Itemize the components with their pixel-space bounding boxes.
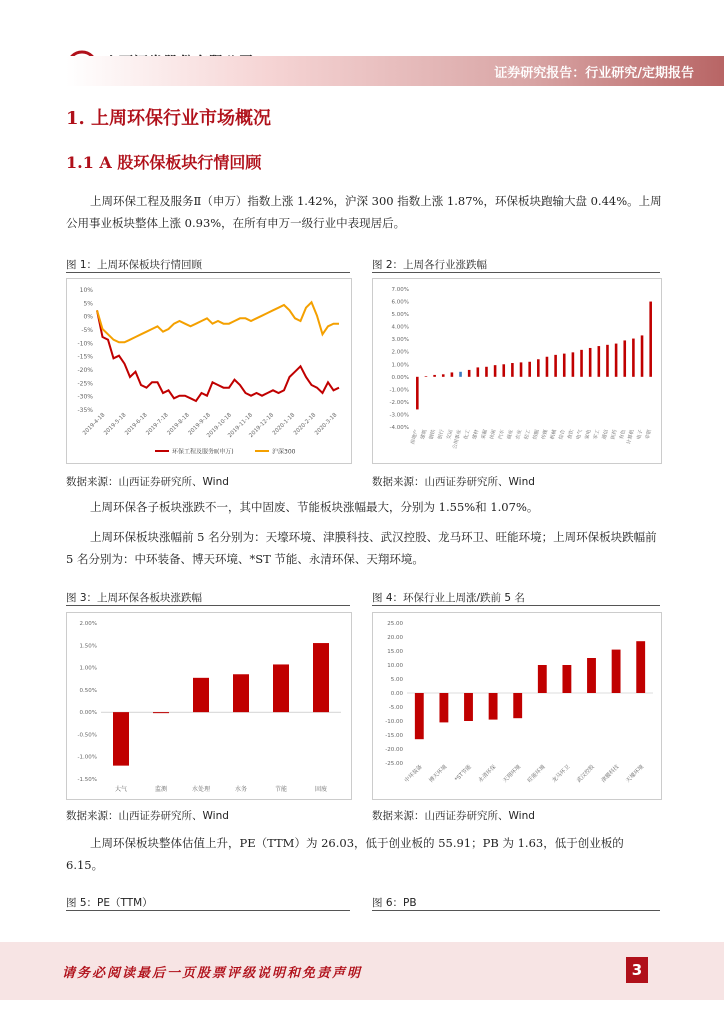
fig2-ytick-label: 3.00% [391,337,409,344]
fig1-xtick-label: 2019-6-18 [124,412,149,437]
fig1-xtick-label: 2019-8-18 [166,412,191,437]
fig3-title: 图 3：上周环保各板块涨跌幅 [66,592,203,604]
fig3-xtick-label: 固废 [314,786,328,793]
fig2-bar [520,362,523,376]
fig4-ytick-label: 5.00 [390,677,403,683]
fig2-bar [615,344,618,377]
fig4-bar [415,693,424,739]
fig2-xtick-label: 银行 [437,428,446,441]
fig3-chart [66,612,352,800]
fig3-xtick-label: 水处理 [191,786,211,793]
fig4-bar [464,693,473,721]
fig1-ytick-label: -15% [77,353,93,361]
fig2-xtick-label: 机械 [549,428,558,441]
fig2-bar [494,365,497,377]
fig4-bar [538,665,547,693]
fig2-ytick-label: -1.00% [389,387,409,394]
fig2-source: 数据来源：山西证券研究所、Wind [372,476,535,488]
fig1-legend-label: 沪深300 [272,448,296,456]
fig2-xtick-label: 交运 [445,428,455,441]
fig2-bar [425,376,428,377]
fig3-ytick-label: 2.00% [79,621,97,627]
fig2-xtick-label: 化工 [463,428,472,441]
fig1-xtick-label: 2019-7-18 [145,412,170,437]
fig1-ytick-label: -5% [81,327,93,334]
fig2-ytick-label: -3.00% [389,412,409,419]
fig2-ytick-label: -2.00% [389,399,409,406]
fig3-ytick-label: -1.50% [77,777,97,783]
fig2-ytick-label: 2.00% [391,349,409,356]
fig4-ytick-label: -25.00 [385,761,403,767]
report-type: 证券研究报告：行业研究/定期报告 [494,66,694,81]
fig2-xtick-label: 采掘 [480,428,489,441]
fig3-ytick-label: 1.50% [79,643,97,650]
fig1-ytick-label: -30% [77,393,93,401]
fig2-bar [598,346,601,377]
fig3-title-rule [66,605,350,606]
fig2-bar [623,340,626,376]
fig1-title-rule [66,272,350,273]
fig6-title-rule [372,910,660,911]
fig4-xtick-label: *ST节能 [454,764,473,783]
fig3-bar [193,678,209,712]
fig2-xtick-label: 通信 [601,428,610,441]
fig2-xtick-label: 钢铁 [428,428,437,441]
fig4-bar [439,693,448,722]
fig1-legend-label: 环保工程及服务Ⅱ(申万) [172,448,234,456]
fig4-xtick-label: 津膜科技 [600,764,621,784]
fig3-ytick-label: 0.00% [79,710,97,717]
fig2-xtick-label: 有色 [618,428,628,441]
fig3-ytick-label: 1.00% [79,665,97,672]
fig4-title: 图 4：环保行业上周涨/跌前 5 名 [372,592,525,604]
fig2-xtick-label: 纺服 [532,428,541,441]
fig4-xtick-label: 博天环境 [428,764,449,784]
fig1-series-line-1 [97,302,339,342]
fig2-bar [580,350,583,377]
fig4-bar [489,693,498,720]
fig2-bar [606,345,609,377]
fig4-bar [612,650,621,693]
paragraph-3: 上周环保板块涨幅前 5 名分别为：天壕环境、津膜科技、武汉控股、龙马环卫、旺能环境；上周环保板块跌幅前 5 名分别为：中环装备、博天环境、*ST 节能、永清环保、天翔环境。 [66,530,657,566]
fig3-ytick-label: -1.00% [77,754,97,761]
fig2-bar [468,370,471,377]
fig1-xtick-label: 2019-9-18 [187,412,212,437]
fig1-ytick-label: 5% [83,300,93,308]
fig2-xtick-label: 建筑 [419,428,429,441]
fig5-title-rule [66,910,350,911]
fig2-ytick-label: 6.00% [391,299,409,306]
fig2-bar [641,335,644,376]
fig2-bar [477,367,480,376]
fig1-ytick-label: -35% [77,407,93,414]
fig2-xtick-label: 综合 [558,428,567,441]
fig2-bar [649,302,652,377]
fig2-xtick-label: 电气 [575,428,584,441]
fig2-xtick-label: 商业 [506,428,515,441]
fig2-bar [546,357,549,377]
fig2-ytick-label: 4.00% [391,324,409,331]
fig2-bar [459,372,462,377]
fig2-bar [485,367,488,377]
fig3-bar [113,712,129,765]
fig1-xtick-label: 2019-4-18 [82,412,107,437]
fig1-xtick-label: 2020-1-18 [271,412,297,437]
fig3-xtick-label: 节能 [274,786,288,793]
section-heading: 1. 上周环保行业市场概况 [66,108,272,129]
fig4-xtick-label: 中环装备 [403,764,424,784]
fig2-xtick-label: 电子 [636,428,645,441]
fig2-bar [632,339,635,377]
fig2-bar [451,372,454,376]
paragraph-1: 上周环保工程及服务Ⅱ（申万）指数上涨 1.42%，沪深 300 指数上涨 1.87%，环保板块跑输大盘 0.44%。上周公用事业板块整体上涨 0.93%，在所有申万一级行业中表现居后。 [66,194,662,230]
fig2-xtick-label: 军工 [592,428,602,441]
fig2-title-rule [372,272,660,273]
fig1-ytick-label: 0% [83,313,93,321]
fig3-ytick-label: -0.50% [77,732,97,739]
fig4-ytick-label: 25.00 [387,621,403,627]
fig2-ytick-label: 1.00% [391,362,409,369]
fig3-xtick-label: 监测 [154,786,168,793]
fig2-xtick-label: 传媒 [540,428,550,441]
fig3-bar [233,674,249,712]
fig4-xtick-label: 武汉控股 [576,764,596,784]
fig2-xtick-label: 休闲 [489,428,498,441]
fig2-bar [511,363,514,377]
fig2-chart [372,278,662,464]
fig3-xtick-label: 水务 [234,786,248,793]
fig4-ytick-label: 0.00 [390,691,403,697]
fig4-ytick-label: 10.00 [387,663,403,669]
fig1-xtick-label: 2019-11-18 [227,412,255,440]
fig1-ytick-label: -25% [77,380,93,388]
fig2-bar [554,355,557,377]
fig2-xtick-label: 农业 [515,428,524,441]
fig2-xtick-label: 食饮 [566,428,576,441]
fig1-title: 图 1：上周环保板块行情回顾 [66,259,203,271]
fig1-xtick-label: 2019-10-18 [206,412,233,440]
fig1-source: 数据来源：山西证券研究所、Wind [66,476,229,488]
fig2-xtick-label: 汽车 [497,428,507,441]
fig1-chart [66,278,352,464]
fig4-ytick-label: -20.00 [385,747,403,753]
fig4-xtick-label: 旺能环境 [526,764,547,784]
fig1-ytick-label: 10% [79,287,93,294]
fig4-bar [562,665,571,693]
fig4-xtick-label: 天翔环境 [502,764,523,784]
fig5-title: 图 5：PE（TTM） [66,897,153,909]
paragraph-4: 上周环保板块整体估值上升，PE（TTM）为 26.03，低于创业板的 55.91；PB 为 1.63，低于创业板的 6.15。 [66,836,624,872]
fig4-bar [587,658,596,693]
paragraph-2: 上周环保各子板块涨跌不一，其中固废、节能板块涨幅最大，分别为 1.55%和 1.07%。 [90,500,539,514]
fig2-xtick-label: 建材 [471,428,481,441]
fig2-bar [572,352,575,376]
fig1-xtick-label: 2019-5-18 [103,412,128,437]
fig2-ytick-label: 7.00% [391,287,409,293]
fig4-bar [636,641,645,693]
fig2-title: 图 2：上周各行业涨跌幅 [372,259,488,271]
fig3-bar [153,712,169,713]
fig4-chart [372,612,662,800]
fig4-ytick-label: -15.00 [385,733,403,739]
fig3-bar [313,643,329,712]
fig3-bar [273,664,289,712]
fig2-xtick-label: 计算机 [626,428,636,446]
fig4-ytick-label: 20.00 [387,635,403,641]
footer-disclaimer[interactable]: 请务必阅读最后一页股票评级说明和免责声明 [62,966,363,981]
fig3-source: 数据来源：山西证券研究所、Wind [66,810,229,822]
fig2-xtick-label: 非银 [644,428,654,441]
fig2-xtick-label: 公用事业 [451,428,463,450]
fig6-title: 图 6：PB [372,897,417,909]
fig2-bar [537,359,540,377]
fig2-bar [528,362,531,377]
fig2-bar [563,354,566,377]
fig2-bar [416,377,419,410]
fig1-series-line-0 [97,310,339,401]
page-number: 3 [626,957,648,983]
fig2-bar [502,364,505,377]
fig4-ytick-label: 15.00 [387,649,403,655]
fig1-xtick-label: 2019-12-18 [248,412,276,440]
subsection-heading: 1.1 A 股环保板块行情回顾 [66,153,262,172]
fig4-source: 数据来源：山西证券研究所、Wind [372,810,535,822]
fig2-bar [589,348,592,377]
fig1-ytick-label: -20% [77,367,93,374]
fig2-xtick-label: 轻工 [523,428,533,441]
fig2-ytick-label: 0.00% [391,374,409,381]
fig4-ytick-label: -5.00 [388,705,403,711]
fig2-bar [442,374,445,377]
fig1-xtick-label: 2020-3-18 [314,412,339,437]
fig2-xtick-label: 房地产 [410,428,420,446]
fig4-ytick-label: -10.00 [385,719,403,725]
fig4-bar [513,693,522,718]
fig2-ytick-label: 5.00% [391,312,409,319]
fig3-ytick-label: 0.50% [79,687,97,694]
fig2-xtick-label: 家电 [584,428,593,441]
fig2-xtick-label: 医药 [610,428,619,441]
fig2-bar [433,375,436,377]
fig4-xtick-label: 天壕环境 [625,764,646,784]
fig4-xtick-label: 龙马环卫 [551,764,572,784]
fig1-ytick-label: -10% [77,340,93,348]
fig2-ytick-label: -4.00% [389,425,409,431]
fig3-xtick-label: 大气 [114,786,128,793]
fig4-xtick-label: 永清环保 [477,764,498,784]
fig1-xtick-label: 2020-2-18 [292,412,318,437]
fig4-title-rule [372,605,660,606]
